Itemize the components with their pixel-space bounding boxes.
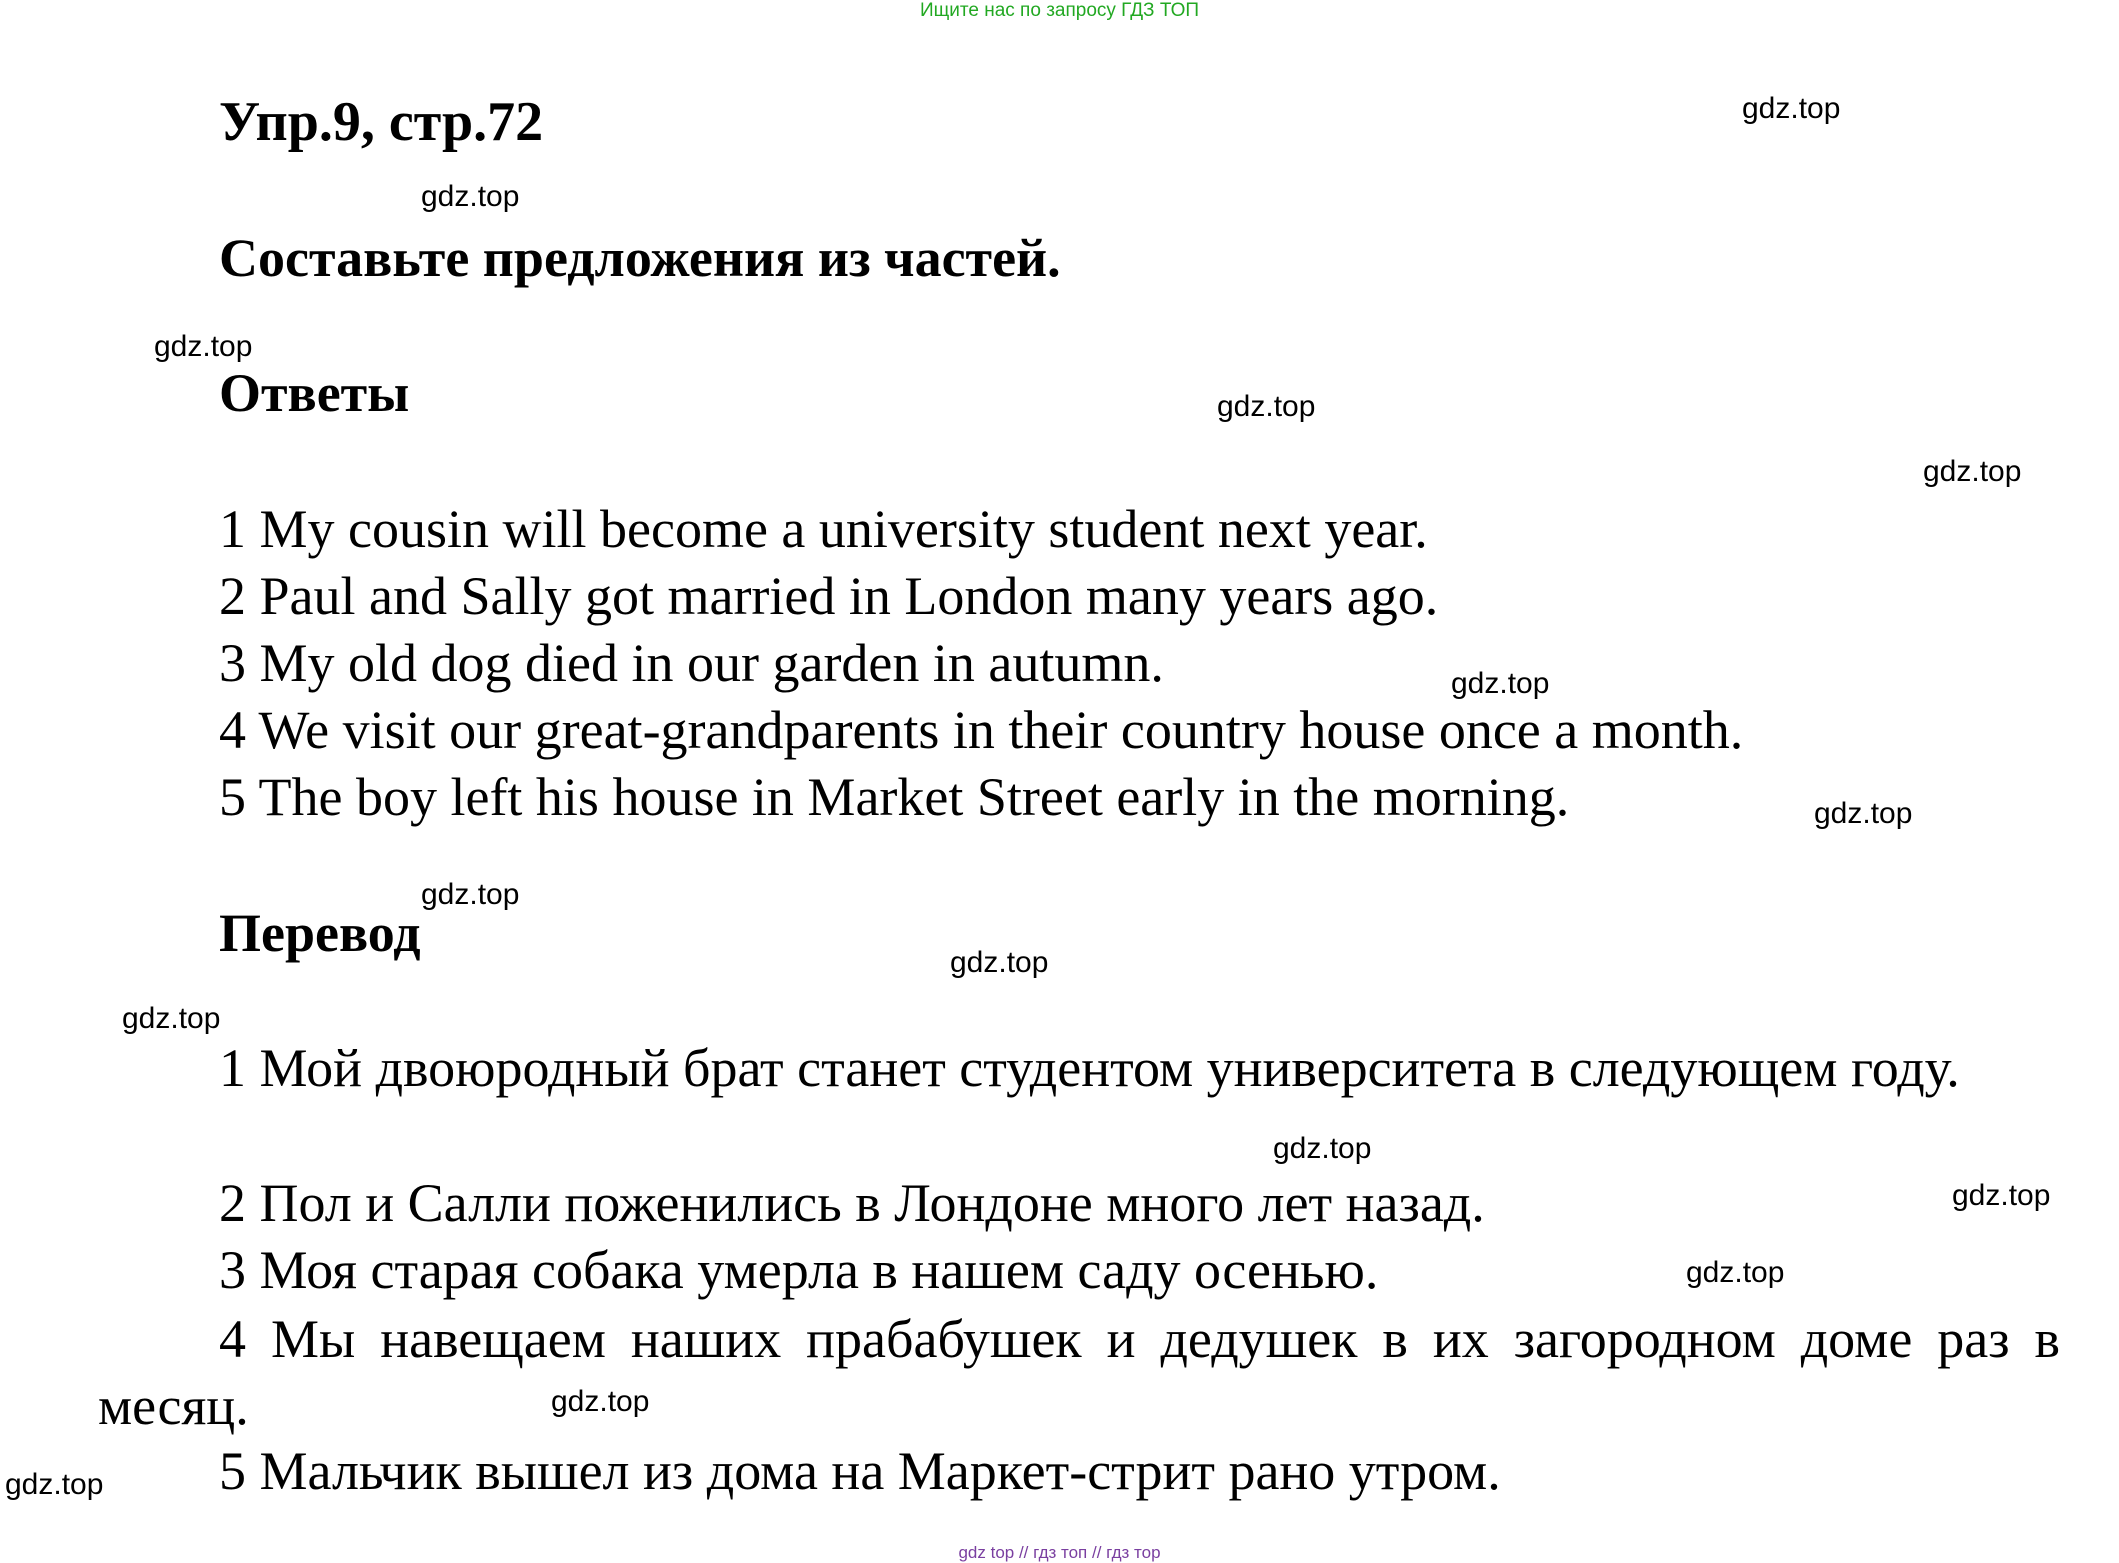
watermark: gdz.top — [1742, 92, 1841, 125]
watermark: gdz.top — [551, 1385, 650, 1418]
watermark: gdz.top — [1273, 1132, 1372, 1165]
watermark: gdz.top — [950, 946, 1049, 979]
footer: gdz top // гдз топ // гдз тор — [958, 1543, 1161, 1562]
translation-heading: Перевод — [219, 903, 421, 963]
page-title: Упр.9, стр.72 — [219, 91, 544, 153]
watermark: gdz.top — [5, 1468, 104, 1501]
watermark: gdz.top — [421, 878, 520, 911]
task-instruction: Составьте предложения из частей. — [219, 228, 1061, 288]
translation-line: 1 Мой двоюродный брат станет студентом университета в следующем году. — [219, 1038, 1960, 1098]
answer-line: 2 Paul and Sally got married in London many years ago. — [219, 566, 1439, 626]
answers-heading: Ответы — [219, 363, 410, 423]
watermark: gdz.top — [122, 1002, 221, 1035]
answer-line: 3 My old dog died in our garden in autumn. — [219, 633, 1164, 693]
watermark: gdz.top — [1451, 667, 1550, 700]
translation-line: 4 Мы навещаем наших прабабушек и дедушек в их загородном доме раз в месяц. — [98, 1309, 2060, 1436]
translation-line: 3 Моя старая собака умерла в нашем саду осенью. — [219, 1240, 1379, 1300]
watermark: gdz.top — [1923, 455, 2022, 488]
top-banner: Ищите нас по запросу ГДЗ ТОП — [919, 0, 1200, 21]
watermark: gdz.top — [421, 180, 520, 213]
answer-line: 5 The boy left his house in Market Street early in the morning. — [219, 767, 1570, 827]
translation-line: 5 Мальчик вышел из дома на Маркет-стрит рано утром. — [219, 1441, 1501, 1501]
watermark: gdz.top — [1952, 1179, 2051, 1212]
watermark: gdz.top — [1686, 1256, 1785, 1289]
answer-line: 1 My cousin will become a university student next year. — [219, 499, 1428, 559]
answer-line: 4 We visit our great-grandparents in their country house once a month. — [219, 700, 1744, 760]
watermark: gdz.top — [1814, 797, 1913, 830]
watermark: gdz.top — [154, 330, 253, 363]
watermark: gdz.top — [1217, 390, 1316, 423]
translation-line: 2 Пол и Салли поженились в Лондоне много лет назад. — [219, 1173, 1485, 1233]
